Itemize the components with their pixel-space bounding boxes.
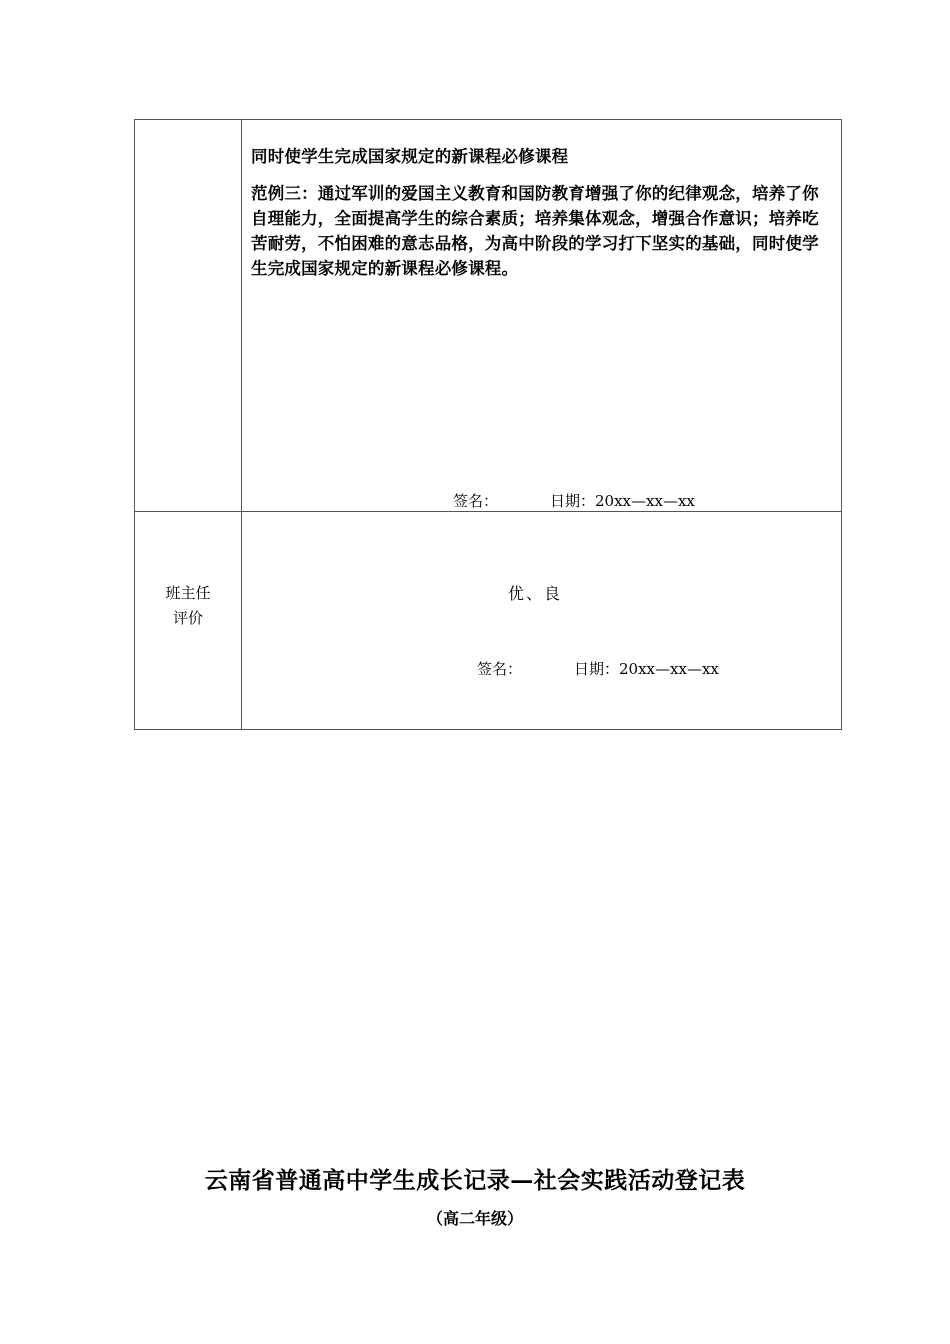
activity-content bbox=[251, 144, 835, 281]
example-three-paragraph: 范例三：通过军训的爱国主义教育和国防教育增强了你的纪律观念，培养了你自理能力，全面提高学生的综合素质；培养集体观念，增强合作意识；培养吃苦耐劳，不怕困难的意志品格，为高中阶段的学习打下坚实的基础，同时使学生完成国家规定的新课程必修课程。 bbox=[251, 184, 819, 278]
teacher-signature-line bbox=[477, 658, 719, 679]
label-line-1: 班主任 bbox=[165, 584, 211, 602]
label-line-2: 评价 bbox=[172, 609, 203, 627]
date-label: 日期：20xx—xx—xx bbox=[550, 492, 695, 510]
record-table bbox=[134, 119, 842, 730]
table-column-divider bbox=[241, 120, 242, 729]
page-title: 云南省普通高中学生成长记录—社会实践活动登记表 bbox=[204, 1167, 746, 1194]
signature-label: 签名： bbox=[477, 660, 523, 678]
page-subtitle: （高二年级） bbox=[426, 1209, 523, 1228]
teacher-evaluation-label bbox=[135, 581, 241, 631]
table-row-divider bbox=[135, 511, 841, 512]
date-label: 日期：20xx—xx—xx bbox=[574, 660, 719, 678]
evaluation-value: 优、良 bbox=[508, 584, 563, 603]
content-line-1: 同时使学生完成国家规定的新课程必修课程 bbox=[251, 147, 569, 166]
signature-label: 签名： bbox=[453, 492, 499, 510]
student-signature-line bbox=[453, 490, 695, 511]
